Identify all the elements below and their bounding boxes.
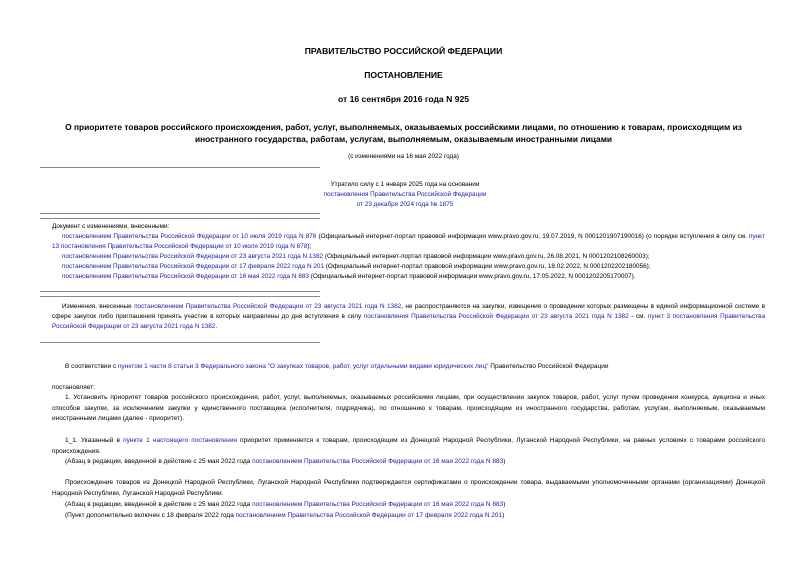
edit-note-link[interactable]: постановлением Правительства Российской Федерации от 16 мая 2022 года N 883 bbox=[252, 501, 504, 508]
note-link[interactable]: постановления Правительства Российской Федерации от 23 августа 2021 года N 1382 bbox=[363, 313, 629, 320]
change-item bbox=[52, 272, 765, 282]
note-text: - см. bbox=[628, 313, 648, 320]
divider bbox=[40, 213, 320, 214]
note-link[interactable]: пункт 3 постановления Правительства Российской Федерации от 23 августа 2021 года N 1382 bbox=[52, 313, 766, 330]
change-text: (Официальный интернет-портал правовой информации www.pravo.gov.ru, 19.07.2019, N 0001201907190016) (о порядке вступления в силу см. bbox=[316, 233, 749, 240]
preamble-text: Правительство Российской Федерации bbox=[488, 363, 609, 370]
document-date-number: от 16 сентября 2016 года N 925 bbox=[337, 94, 470, 104]
change-item bbox=[52, 232, 765, 252]
divider bbox=[40, 218, 320, 219]
note-text: , не распространяются на закупки, извещения о проведении которых размещены в единой информационной системе в сфере закупок либо приглашения принять участие в которых направлены до дня вступления в силу bbox=[52, 303, 766, 320]
paragraph-text: приоритет применяется к товарам, происходящим из Донецкой Народной Республики, Луганской Народной Республики, на равных условиях с товарами российского происхождения. bbox=[52, 437, 765, 455]
change-item bbox=[52, 262, 765, 272]
change-text: (Официальный интернет-портал правовой информации www.pravo.gov.ru, 18.02.2022, N 0001202202180056); bbox=[324, 263, 651, 270]
change-text: ); bbox=[307, 243, 312, 250]
note-link[interactable]: постановлением Правительства Российской Федерации от 23 августа 2021 года N 1382 bbox=[134, 303, 402, 310]
expired-notice bbox=[230, 180, 580, 210]
edit-note-link[interactable]: постановлением Правительства Российской Федерации от 17 февраля 2022 года N 201 bbox=[235, 512, 503, 519]
federal-law-link[interactable]: пунктом 1 части 8 статьи 3 Федерального закона "О закупках товаров, работ, услуг отдельными видами юридических лиц" bbox=[118, 363, 489, 370]
divider bbox=[40, 342, 320, 343]
preamble bbox=[65, 362, 765, 373]
edit-note-text: ) bbox=[502, 512, 505, 519]
paragraph-origin: Происхождение товаров из Донецкой Народной Республики, Луганской Народной Республики подтверждается сертификатами о происхождении товара, выдаваемыми уполномоченными органами (организациями) Донецкой Народной Республики, Луганской Народной Республики. bbox=[52, 479, 765, 497]
divider bbox=[40, 291, 320, 292]
change-link[interactable]: постановлением Правительства Российской Федерации от 16 мая 2022 года N 883 bbox=[62, 273, 309, 280]
government-name: ПРАВИТЕЛЬСТВО РОССИЙСКОЙ ФЕДЕРАЦИИ bbox=[304, 46, 503, 56]
preamble-text: В соответствии с bbox=[65, 363, 119, 370]
paragraph-1-1 bbox=[52, 436, 765, 457]
paragraph-1: 1. Установить приоритет товаров российского происхождения, работ, услуг, выполняемых, оказываемых российскими лицами, при осуществлении закупок товаров, работ, услуг путем проведения конкурса, аукциона и иных способов закупки, за исключением закупки у единственного поставщика (исполнителя, подрядчика), по отношению к товарам, происходящим из иностранного государства, работам, услугам, выполняемым, оказываемым иностранными лицами (далее - приоритет). bbox=[52, 394, 765, 422]
edit-note-text: (Абзац в редакции, введенной в действие с 25 мая 2022 года bbox=[65, 501, 253, 508]
change-text: (Официальный интернет-портал правовой информации www.pravo.gov.ru, 26.08.2021, N 0001202108260003); bbox=[323, 253, 650, 260]
divider bbox=[40, 167, 320, 168]
note-text: . bbox=[215, 323, 218, 330]
divider bbox=[40, 296, 320, 297]
edit-note-text: ) bbox=[503, 501, 506, 508]
edit-note-3 bbox=[65, 511, 765, 522]
expired-link-date[interactable]: от 23 декабря 2024 года № 1875 bbox=[356, 201, 454, 208]
amendment-note: (с изменениями на 16 мая 2022 года) bbox=[348, 153, 459, 160]
changes-block bbox=[52, 222, 765, 282]
change-link[interactable]: постановлением Правительства Российской Федерации от 17 февраля 2022 года N 201 bbox=[62, 263, 325, 270]
edit-note-text: (Абзац в редакции, введенной в действие с 25 мая 2022 года bbox=[65, 458, 253, 465]
change-link[interactable]: постановлением Правительства Российской Федерации от 23 августа 2021 года N 1382 bbox=[62, 253, 324, 260]
edit-note-link[interactable]: постановлением Правительства Российской Федерации от 16 мая 2022 года N 883 bbox=[252, 458, 504, 465]
change-text: (Официальный интернет-портал правовой информации www.pravo.gov.ru, 17.05.2022, N 0001202205170007). bbox=[308, 273, 636, 280]
edit-note-2 bbox=[65, 500, 765, 511]
change-item bbox=[52, 252, 765, 262]
amendment-scope-note bbox=[52, 302, 765, 332]
change-link[interactable]: постановлением Правительства Российской Федерации от 10 июля 2019 года N 878 bbox=[62, 233, 317, 240]
document-type: ПОСТАНОВЛЕНИЕ bbox=[364, 70, 443, 80]
note-text: Изменения, внесенные bbox=[62, 303, 135, 310]
decrees-word: постановляет: bbox=[52, 384, 95, 391]
edit-note-text: ) bbox=[503, 458, 506, 465]
change-link[interactable]: пункт 13 постановления Правительства Российской Федерации от 10 июля 2019 года N 878 bbox=[52, 233, 765, 250]
document-title: О приоритете товаров российского происхождения, работ, услуг, выполняемых, оказываемых российскими лицами, по отношению к товарам, происходящим из иностранного государства, работам, услугам, выполняемым, оказываемым иностранными лицами bbox=[65, 122, 742, 144]
changes-heading: Документ с изменениями, внесенными: bbox=[52, 223, 170, 230]
paragraph-link[interactable]: пункте 1 настоящего постановления bbox=[123, 437, 237, 444]
expired-link-decree[interactable]: постановления Правительства Российской Федерации bbox=[323, 191, 487, 198]
edit-note-1 bbox=[65, 457, 765, 468]
edit-note-text: (Пункт дополнительно включен с 18 февраля 2022 года bbox=[65, 512, 236, 519]
expired-text: Утратило силу с 1 января 2025 года на основании bbox=[330, 181, 480, 188]
paragraph-text: 1_1. Указанный в bbox=[65, 437, 124, 444]
